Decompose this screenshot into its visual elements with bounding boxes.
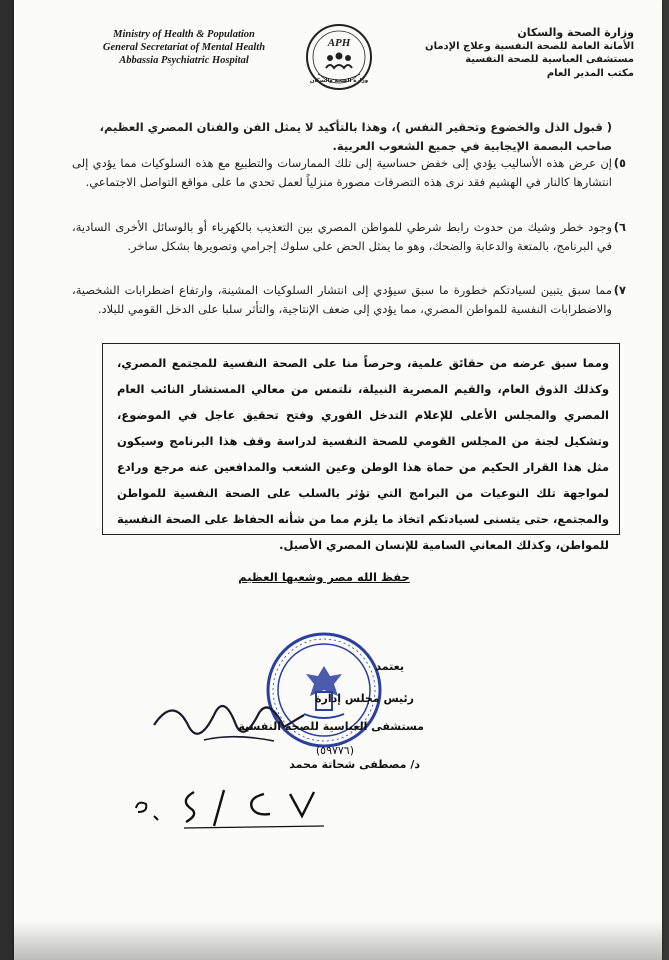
stamp-number: (٥٩٧٧٦) (315, 744, 354, 757)
list-item (72, 281, 626, 318)
list-item (72, 218, 626, 255)
approval-label: يعتمد (375, 660, 404, 673)
logo-initials: APH (327, 37, 351, 49)
handwritten-date-note (124, 782, 344, 832)
item-number: ٧) (613, 283, 626, 297)
closing-line: حفظ الله مصر وشعبها العظيم (238, 570, 410, 584)
letterhead-ar-hospital: مستشفى العباسية للصحة النفسية (465, 54, 634, 65)
list-item (72, 154, 626, 191)
letterhead-ar-secretariat: الأمانة العامة للصحة النفسية وعلاج الإدمان (425, 40, 634, 52)
letterhead-ar-office: مكتب المدير العام (546, 67, 634, 79)
request-box: ومما سبق عرضه من حقائق علمية، وحرصاً منا على الصحة النفسية للمجتمع المصري، وكذلك الذوق العام، والقيم المصرية النبيلة، نلتمس من معالي المستشار النائب العام المصري والمجلس الأعلى للإعلام التدخل الفوري وفتح تحقيق عاجل في الموضوع، وتشكيل لجنة من المجلس القومي للصحة النفسية لدراسة وقف هذا البرنامج وسيكون مثل هذا القرار الحكيم من حماة هذا الوطن وعين الشعب والمدافعين عنه مرجع ورادع لمواجهة تلك النوعيات من البرامج التي تؤثر بالسلب على الصحة النفسية للمواطن والمجتمع، حتى يتسنى لسيادتكم اتخاذ ما يلزم مما من شأنه الحفاظ على الصحة النفسية للمواطن، وكذلك المعاني السامية للإنسان المصري الأصيل. (102, 343, 620, 535)
item-number: ٦) (613, 220, 626, 234)
item-number: ٥) (613, 156, 626, 170)
letterhead-en-ministry: Ministry of Health & Population (113, 29, 255, 40)
intro-paragraph: ( قبول الذل والخضوع وتحقير النفس )، وهذا بالتأكيد لا يمثل الفن والفنان المصري العظيم، صاحب البصمة الإيجابية في جميع الشعوب العربية. (99, 120, 612, 153)
item-text: إن عرض هذه الأساليب يؤدي إلى خفض حساسية إلى تلك الممارسات والتطبيع مع هذه السلوكيات مما يؤدي إلى انتشارها كالنار في الهشيم فقد نرى هذه التصرفات مصورة منزلياً لعمل تحدي ما على مواقع التواصل الاجتماعي. (72, 156, 612, 189)
letter-page (14, 0, 662, 960)
signatory-institution: مستشفى العباسية للصحة النفسية (238, 720, 424, 733)
letterhead-en-secretariat: General Secretariat of Mental Health (102, 42, 266, 53)
item-text: مما سبق يتبين لسيادتكم خطورة ما سبق سيؤدي إلى انتشار السلوكيات المشينة، وارتفاع اضطرابات الشخصية، والاضطرابات النفسية للمواطن المصري، مما يؤدي إلى ضعف الإنتاجية، والتأثر سلبا على الدخل القومي للبلاد. (72, 283, 612, 316)
logo-caption: وزارة الصحة والسكان (309, 78, 369, 84)
signatory-title: رئيس مجلس إدارة (315, 692, 414, 705)
signatory-name: د/ مصطفى شحاتة محمد (289, 758, 420, 771)
page-bottom-shadow (14, 920, 662, 960)
letterhead-english (84, 28, 284, 67)
letterhead-en-hospital: Abbassia Psychiatric Hospital (119, 55, 249, 66)
hospital-logo-icon (304, 22, 374, 92)
letterhead-arabic (394, 26, 634, 80)
page-edge-shadow (0, 0, 14, 960)
item-text: وجود خطر وشيك من حدوث رابط شرطي للمواطن المصري بين التعذيب بالكهرباء أو بالوسائل الأخرى السادية، في البرنامج، بالمتعة والدعابة والضحك، وهو ما يمثل الحض على سلوك إجرامي وتصويرها بشكل ساخر. (72, 220, 612, 253)
letterhead-ar-ministry: وزارة الصحة والسكان (517, 26, 634, 39)
